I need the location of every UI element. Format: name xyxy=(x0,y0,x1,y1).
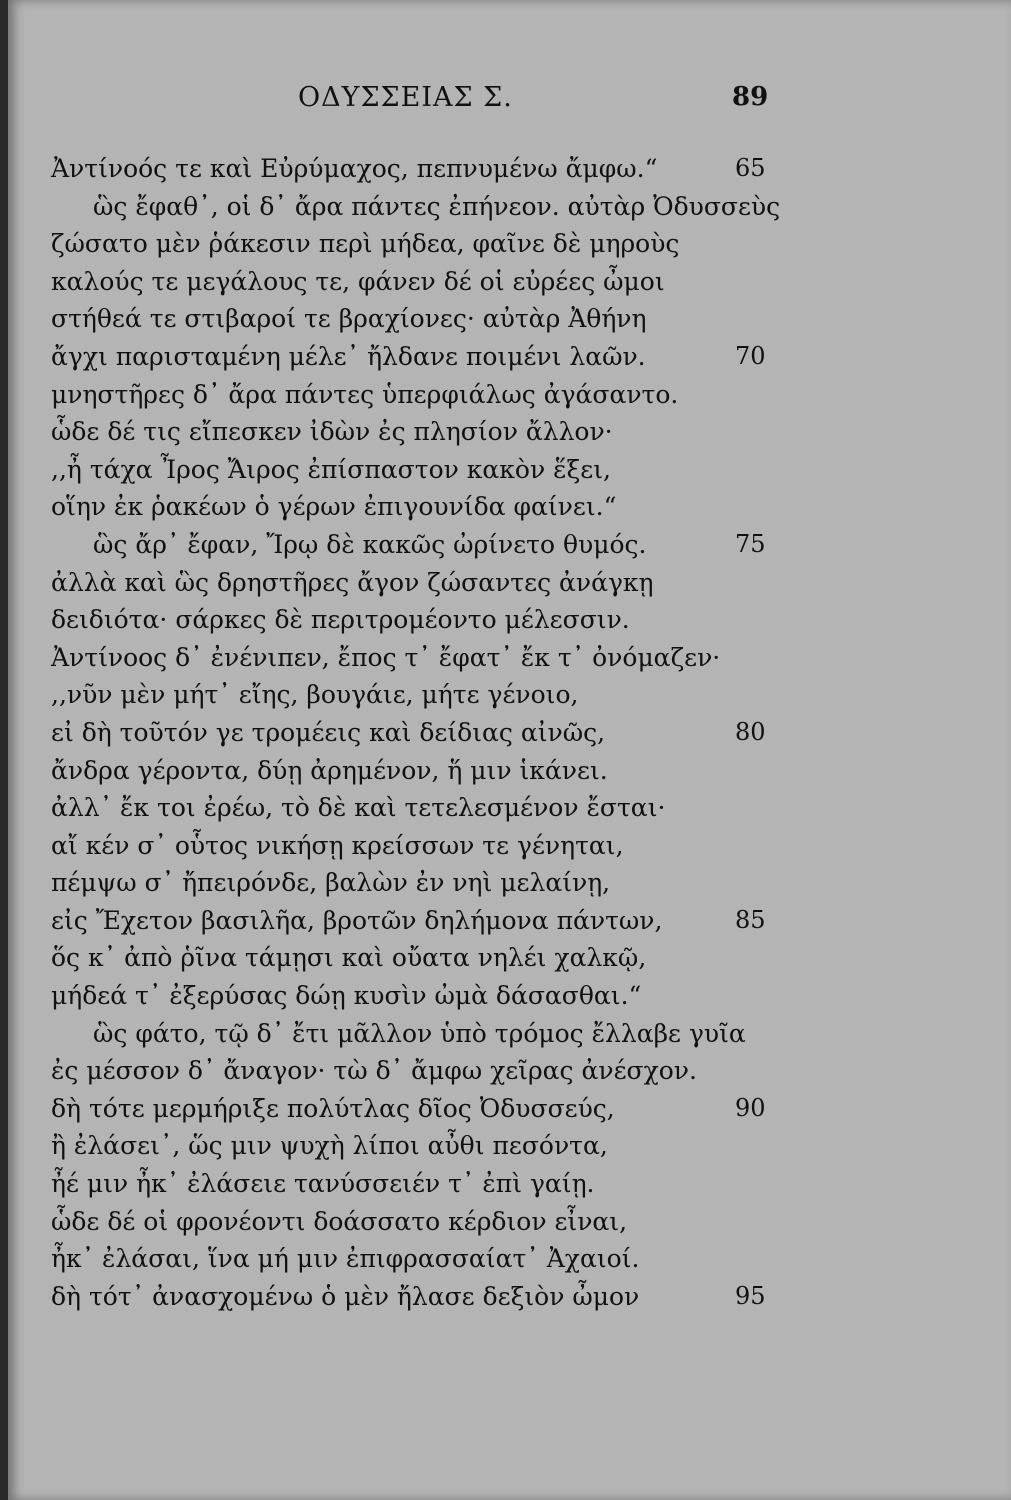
line-number: 95 xyxy=(735,1281,766,1310)
verse-text: ἦκ᾽ ἐλάσαι, ἵνα μή μιν ἐπιφρασσαίατ᾽ Ἀχαιοί. xyxy=(51,1244,640,1274)
verse-text: εἰς Ἔχετον βασιλῆα, βροτῶν δηλήμονα πάντων, xyxy=(51,905,663,935)
verse-line xyxy=(8,526,1011,564)
verse-line xyxy=(8,714,1011,752)
verse-text: ,,νῦν μὲν μήτ᾽ εἴης, βουγάιε, μήτε γένοιο, xyxy=(51,680,579,710)
line-number: 85 xyxy=(735,905,766,934)
verse-text: δὴ τότ᾽ ἀνασχομένω ὁ μὲν ἤλασε δεξιὸν ὦμον xyxy=(51,1281,640,1311)
line-number: 65 xyxy=(735,154,766,182)
verse-text: ἐς μέσσον δ᾽ ἄναγον· τὼ δ᾽ ἄμφω χεῖρας ἀνέσχον. xyxy=(51,1056,697,1086)
verse-text: ὧδε δέ τις εἴπεσκεν ἰδὼν ἐς πλησίον ἄλλον· xyxy=(51,417,613,447)
verse-text: Ἀντίνοος δ᾽ ἐνένιπεν, ἔπος τ᾽ ἔφατ᾽ ἔκ τ᾽ ὀνόμαζεν· xyxy=(51,642,721,672)
page-number: 89 xyxy=(732,82,769,112)
verse-line xyxy=(8,1165,1011,1203)
verse-text: ὣς φάτο, τῷ δ᾽ ἔτι μᾶλλον ὑπὸ τρόμος ἔλλαβε γυῖα xyxy=(93,1018,746,1048)
verse-text: ὅς κ᾽ ἀπὸ ῥῖνα τάμῃσι καὶ οὔατα νηλέι χαλκῷ, xyxy=(51,943,647,973)
line-number: 80 xyxy=(735,717,766,746)
line-number: 90 xyxy=(735,1093,766,1122)
verse-text: μνηστῆρες δ᾽ ἄρα πάντες ὑπερφιάλως ἀγάσαντο. xyxy=(51,379,679,409)
verse-text: ἢ ἐλάσει᾽, ὥς μιν ψυχὴ λίποι αὖθι πεσόντα, xyxy=(51,1131,608,1161)
verse-line xyxy=(8,1240,1011,1278)
verse-line xyxy=(8,977,1011,1015)
verse-line xyxy=(8,1090,1011,1128)
verse-line xyxy=(8,188,1011,226)
verse-text: ἦέ μιν ἦκ᾽ ἐλάσειε τανύσσειέν τ᾽ ἐπὶ γαίῃ. xyxy=(51,1169,595,1199)
verse-block xyxy=(8,150,1011,1315)
verse-line xyxy=(8,1127,1011,1165)
verse-line xyxy=(8,676,1011,714)
book-page xyxy=(8,0,1011,1500)
verse-text: ὧδε δέ οἱ φρονέοντι δοάσσατο κέρδιον εἶναι, xyxy=(51,1206,628,1236)
verse-line xyxy=(8,639,1011,677)
verse-line xyxy=(8,451,1011,489)
verse-text: ζώσατο μὲν ῥάκεσιν περὶ μήδεα, φαῖνε δὲ μηροὺς xyxy=(51,229,680,259)
book-title: ΟΔΥΣΣΕΙΑΣ Σ. xyxy=(298,82,513,113)
verse-text: δειδιότα· σάρκες δὲ περιτρομέοντο μέλεσσιν. xyxy=(51,605,630,635)
verse-text: ἀλλ᾽ ἔκ τοι ἐρέω, τὸ δὲ καὶ τετελεσμένον ἔσται· xyxy=(51,793,666,823)
verse-line xyxy=(8,225,1011,263)
verse-line xyxy=(8,564,1011,602)
verse-text: οἵην ἐκ ῥακέων ὁ γέρων ἐπιγουνίδα φαίνει.“ xyxy=(51,492,617,522)
verse-text: ἄνδρα γέροντα, δύῃ ἀρημένον, ἥ μιν ἱκάνει. xyxy=(51,755,608,785)
verse-line xyxy=(8,939,1011,977)
verse-line xyxy=(8,827,1011,865)
verse-line xyxy=(8,1015,1011,1053)
verse-line xyxy=(8,376,1011,414)
verse-line xyxy=(8,1052,1011,1090)
verse-text: πέμψω σ᾽ ἤπειρόνδε, βαλὼν ἐν νηὶ μελαίνῃ, xyxy=(51,868,611,898)
verse-line xyxy=(8,300,1011,338)
line-number: 70 xyxy=(735,341,766,370)
verse-line xyxy=(8,752,1011,790)
verse-line xyxy=(8,413,1011,451)
verse-text: ,,ἦ τάχα Ἶρος Ἄιρος ἐπίσπαστον κακὸν ἕξει, xyxy=(51,454,611,484)
verse-line xyxy=(8,902,1011,940)
line-number: 75 xyxy=(735,529,766,558)
verse-text: αἴ κέν σ᾽ οὗτος νικήσῃ κρείσσων τε γένηται, xyxy=(51,830,624,860)
verse-line xyxy=(8,1278,1011,1316)
verse-text: εἰ δὴ τοῦτόν γε τρομέεις καὶ δείδιας αἰνῶς, xyxy=(51,717,606,747)
running-header xyxy=(8,82,1011,122)
verse-line xyxy=(8,338,1011,376)
verse-text: μήδεά τ᾽ ἐξερύσας δώῃ κυσὶν ὠμὰ δάσασθαι.“ xyxy=(51,981,642,1011)
verse-line xyxy=(8,263,1011,301)
verse-line xyxy=(8,864,1011,902)
verse-text: ἀλλὰ καὶ ὣς δρηστῆρες ἄγον ζώσαντες ἀνάγκῃ xyxy=(51,567,654,597)
verse-text: καλούς τε μεγάλους τε, φάνεν δέ οἱ εὐρέες ὦμοι xyxy=(51,266,665,296)
verse-line xyxy=(8,488,1011,526)
verse-text: δὴ τότε μερμήριξε πολύτλας δῖος Ὀδυσσεύς, xyxy=(51,1093,615,1123)
verse-line xyxy=(8,1203,1011,1241)
verse-text: ὣς ἄρ᾽ ἔφαν, Ἴρῳ δὲ κακῶς ὠρίνετο θυμός. xyxy=(93,529,647,559)
verse-line xyxy=(8,601,1011,639)
verse-line xyxy=(8,789,1011,827)
verse-text: ὣς ἔφαθ᾽, οἱ δ᾽ ἄρα πάντες ἐπήνεον. αὐτὰρ Ὀδυσσεὺς xyxy=(93,191,781,221)
verse-line xyxy=(8,150,1011,188)
verse-text: ἄγχι παρισταμένη μέλε᾽ ἤλδανε ποιμένι λαῶν. xyxy=(51,341,646,371)
verse-text: στήθεά τε στιβαροί τε βραχίονες· αὐτὰρ Ἀθήνη xyxy=(51,304,647,334)
verse-text: Ἀντίνοός τε καὶ Εὐρύμαχος, πεπνυμένω ἄμφω.“ xyxy=(51,154,658,183)
